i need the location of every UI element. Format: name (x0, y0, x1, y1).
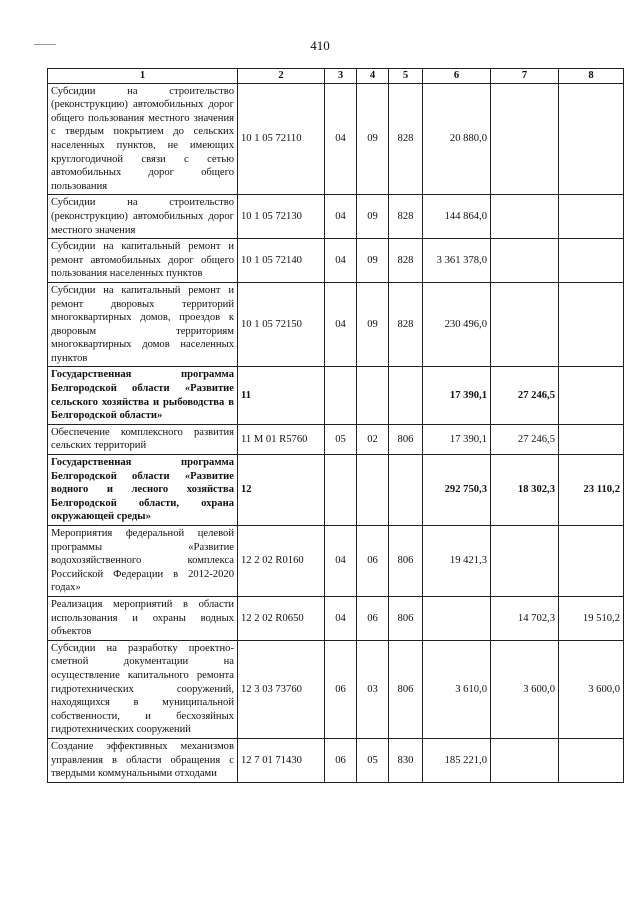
row-amount-8-cell (559, 195, 624, 239)
table-row (48, 83, 624, 195)
row-code-cell: 12 3 03 73760 (238, 640, 325, 738)
row-type-cell: 828 (389, 282, 423, 367)
row-code-cell: 10 1 05 72110 (238, 83, 325, 195)
row-subsection-cell: 09 (357, 282, 389, 367)
row-type-cell: 806 (389, 596, 423, 640)
row-section-cell: 06 (325, 738, 357, 782)
row-section-cell: 04 (325, 195, 357, 239)
row-amount-8-cell (559, 424, 624, 454)
row-name-cell: Государственная программа Белгородской области «Развитие водного и лесного хозяйства Белгородской области, охрана окружающей среды» (48, 455, 238, 526)
row-amount-7-cell (491, 526, 559, 597)
table-row (48, 424, 624, 454)
scan-mark (34, 44, 56, 45)
header-row (48, 69, 624, 84)
header-cell: 3 (325, 69, 357, 84)
row-type-cell: 830 (389, 738, 423, 782)
row-code-cell: 12 (238, 455, 325, 526)
row-amount-7-cell (491, 282, 559, 367)
row-amount-7-cell: 3 600,0 (491, 640, 559, 738)
row-amount-8-cell (559, 738, 624, 782)
row-name-cell: Субсидии на строительство (реконструкцию) автомобильных дорог общего пользования местного значения с твердым покрытием до сельских населенных пунктов, не имеющих круглогодичной связи с сетью автомобильных дорог общего пользования (48, 83, 238, 195)
row-amount-6-cell: 3 610,0 (423, 640, 491, 738)
row-subsection-cell: 09 (357, 239, 389, 283)
row-amount-6-cell (423, 596, 491, 640)
row-amount-8-cell: 19 510,2 (559, 596, 624, 640)
table-row (48, 738, 624, 782)
row-amount-8-cell: 3 600,0 (559, 640, 624, 738)
row-type-cell: 806 (389, 640, 423, 738)
row-amount-6-cell: 19 421,3 (423, 526, 491, 597)
row-amount-6-cell: 292 750,3 (423, 455, 491, 526)
row-section-cell: 05 (325, 424, 357, 454)
row-amount-6-cell: 17 390,1 (423, 367, 491, 424)
row-type-cell: 806 (389, 424, 423, 454)
row-code-cell: 12 2 02 R0650 (238, 596, 325, 640)
row-code-cell: 11 М 01 R5760 (238, 424, 325, 454)
row-subsection-cell: 03 (357, 640, 389, 738)
row-type-cell: 806 (389, 526, 423, 597)
row-subsection-cell: 06 (357, 526, 389, 597)
row-amount-6-cell: 144 864,0 (423, 195, 491, 239)
row-type-cell: 828 (389, 239, 423, 283)
row-section-cell: 04 (325, 83, 357, 195)
row-amount-7-cell (491, 738, 559, 782)
row-name-cell: Создание эффективных механизмов управления в области обращения с твердыми коммунальными отходами (48, 738, 238, 782)
table-row (48, 239, 624, 283)
row-name-cell: Субсидии на капитальный ремонт и ремонт автомобильных дорог общего пользования населенных пунктов (48, 239, 238, 283)
row-subsection-cell: 09 (357, 83, 389, 195)
row-amount-8-cell (559, 239, 624, 283)
row-amount-6-cell: 17 390,1 (423, 424, 491, 454)
row-section-cell: 04 (325, 596, 357, 640)
row-subsection-cell: 05 (357, 738, 389, 782)
header-cell: 2 (238, 69, 325, 84)
header-cell: 8 (559, 69, 624, 84)
row-section-cell: 04 (325, 282, 357, 367)
row-section-cell: 04 (325, 239, 357, 283)
header-cell: 1 (48, 69, 238, 84)
header-cell: 5 (389, 69, 423, 84)
row-amount-7-cell (491, 239, 559, 283)
row-amount-6-cell: 230 496,0 (423, 282, 491, 367)
row-name-cell: Мероприятия федеральной целевой программы «Развитие водохозяйственного комплекса Российской Федерации в 2012-2020 годах» (48, 526, 238, 597)
table-row (48, 640, 624, 738)
row-section-cell: 04 (325, 526, 357, 597)
row-amount-8-cell (559, 367, 624, 424)
row-name-cell: Обеспечение комплексного развития сельских территорий (48, 424, 238, 454)
row-type-cell: 828 (389, 195, 423, 239)
page-number: 410 (310, 38, 330, 53)
row-name-cell: Государственная программа Белгородской области «Развитие сельского хозяйства и рыбоводства в Белгородской области» (48, 367, 238, 424)
row-subsection-cell (357, 367, 389, 424)
table-row (48, 282, 624, 367)
row-section-cell: 06 (325, 640, 357, 738)
row-amount-6-cell: 3 361 378,0 (423, 239, 491, 283)
budget-table (47, 68, 624, 783)
table-row (48, 455, 624, 526)
table-row (48, 596, 624, 640)
row-amount-6-cell: 185 221,0 (423, 738, 491, 782)
row-amount-8-cell (559, 282, 624, 367)
table-row (48, 195, 624, 239)
row-type-cell (389, 455, 423, 526)
row-name-cell: Субсидии на капитальный ремонт и ремонт дворовых территорий многоквартирных домов, проездов к дворовым территориям многоквартирных домов населенных пунктов (48, 282, 238, 367)
row-amount-8-cell (559, 83, 624, 195)
row-amount-7-cell: 14 702,3 (491, 596, 559, 640)
row-subsection-cell: 02 (357, 424, 389, 454)
table-row (48, 526, 624, 597)
row-code-cell: 11 (238, 367, 325, 424)
row-subsection-cell (357, 455, 389, 526)
row-code-cell: 10 1 05 72130 (238, 195, 325, 239)
row-code-cell: 10 1 05 72150 (238, 282, 325, 367)
row-name-cell: Реализация мероприятий в области использования и охраны водных объектов (48, 596, 238, 640)
row-section-cell (325, 367, 357, 424)
row-amount-7-cell: 27 246,5 (491, 424, 559, 454)
row-name-cell: Субсидии на разработку проектно-сметной документации на осуществление капитального ремонта гидротехнических сооружений, находящихся в муниципальной собственности, и бесхозяйных гидротехнических сооружений (48, 640, 238, 738)
header-cell: 7 (491, 69, 559, 84)
row-section-cell (325, 455, 357, 526)
header-cell: 4 (357, 69, 389, 84)
row-type-cell (389, 367, 423, 424)
row-amount-7-cell (491, 83, 559, 195)
row-amount-8-cell: 23 110,2 (559, 455, 624, 526)
row-amount-7-cell (491, 195, 559, 239)
row-name-cell: Субсидии на строительство (реконструкцию) автомобильных дорог местного значения (48, 195, 238, 239)
row-amount-7-cell: 27 246,5 (491, 367, 559, 424)
row-amount-6-cell: 20 880,0 (423, 83, 491, 195)
table-row (48, 367, 624, 424)
row-code-cell: 12 2 02 R0160 (238, 526, 325, 597)
header-cell: 6 (423, 69, 491, 84)
row-code-cell: 10 1 05 72140 (238, 239, 325, 283)
row-amount-7-cell: 18 302,3 (491, 455, 559, 526)
row-subsection-cell: 09 (357, 195, 389, 239)
row-amount-8-cell (559, 526, 624, 597)
row-subsection-cell: 06 (357, 596, 389, 640)
row-code-cell: 12 7 01 71430 (238, 738, 325, 782)
row-type-cell: 828 (389, 83, 423, 195)
